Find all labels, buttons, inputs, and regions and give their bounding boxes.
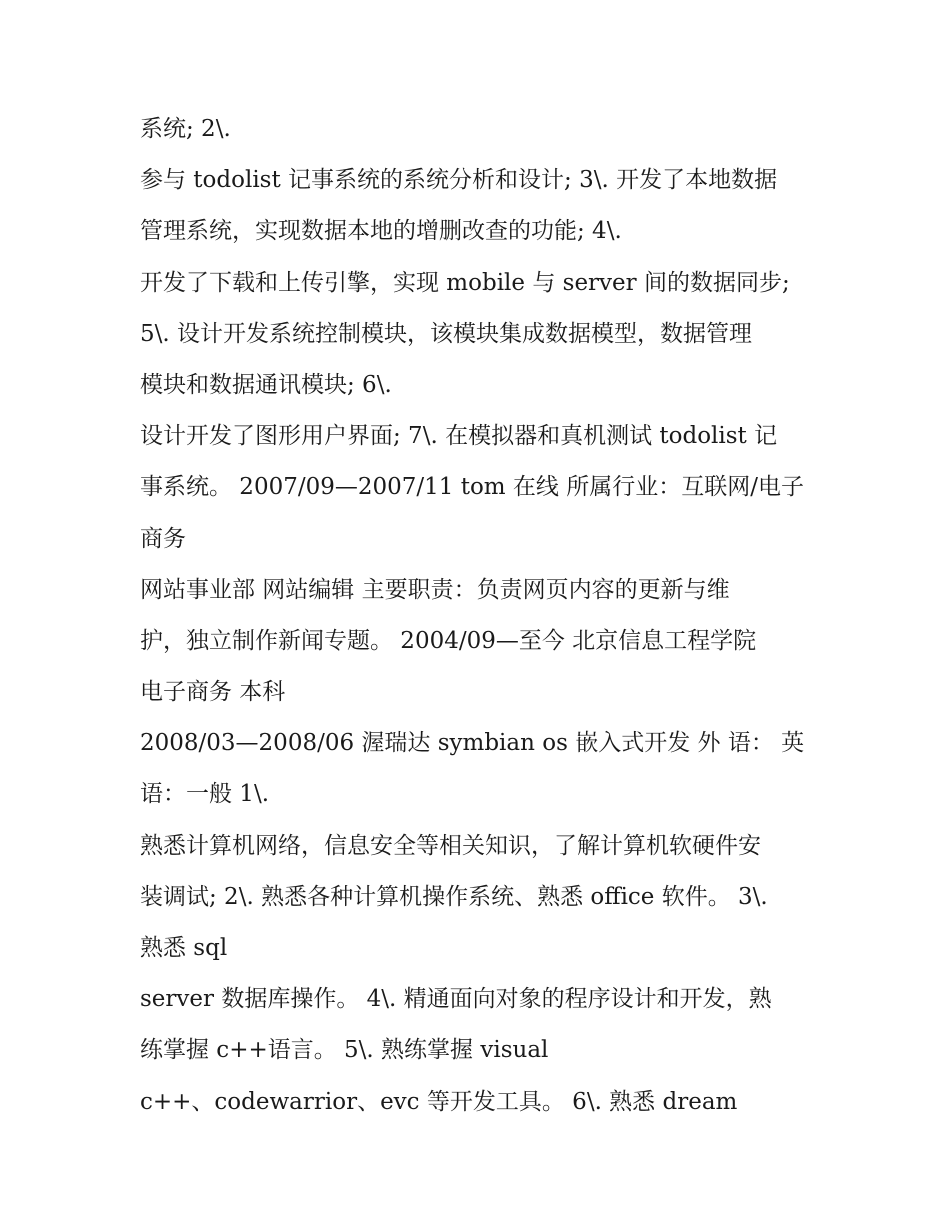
text-line: 语：一般 1\.	[140, 781, 270, 808]
document-body	[140, 104, 820, 1128]
text-line: 管理系统，实现数据本地的增删改查的功能; 4\.	[140, 218, 622, 245]
text-line: server 数据库操作。 4\. 精通面向对象的程序设计和开发，熟	[140, 986, 772, 1013]
text-line: 参与 todolist 记事系统的系统分析和设计; 3\. 开发了本地数据	[140, 167, 778, 194]
text-line: 开发了下载和上传引擎，实现 mobile 与 server 间的数据同步;	[140, 269, 790, 296]
text-line: 网站事业部 网站编辑 主要职责：负责网页内容的更新与维	[140, 576, 730, 603]
text-line: 装调试; 2\. 熟悉各种计算机操作系统、熟悉 office 软件。 3\.	[140, 883, 768, 910]
text-line: 电子商务 本科	[140, 679, 286, 706]
text-line: 事系统。 2007/09—2007/11 tom 在线 所属行业：互联网/电子	[140, 474, 804, 501]
text-line: 设计开发了图形用户界面; 7\. 在模拟器和真机测试 todolist 记	[140, 423, 778, 450]
text-line: 5\. 设计开发系统控制模块，该模块集成数据模型，数据管理	[140, 320, 753, 347]
text-line: 熟悉计算机网络，信息安全等相关知识，了解计算机软硬件安	[140, 832, 761, 859]
text-line: 熟悉 sql	[140, 935, 228, 961]
text-line: 系统; 2\.	[140, 116, 231, 142]
text-line: 护，独立制作新闻专题。 2004/09—至今 北京信息工程学院	[140, 627, 757, 654]
text-line: 商务	[140, 525, 186, 552]
text-line: c++、codewarrior、evc 等开发工具。 6\. 熟悉 dream	[140, 1088, 738, 1115]
text-line: 2008/03—2008/06 渥瑞达 symbian os 嵌入式开发 外 语： 英	[140, 730, 805, 757]
text-line: 练掌握 c++语言。 5\. 熟练掌握 visual	[140, 1037, 549, 1064]
text-line: 模块和数据通讯模块; 6\.	[140, 371, 392, 398]
